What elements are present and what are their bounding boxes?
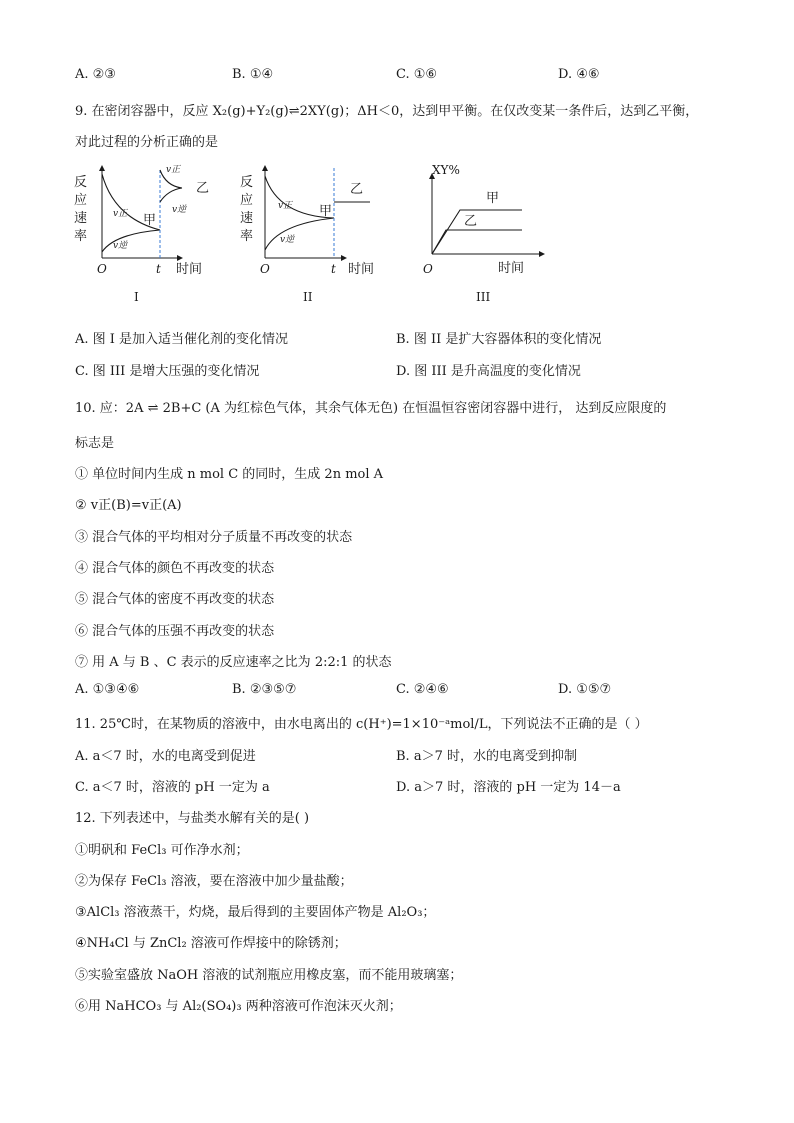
fig1-caption: I xyxy=(134,290,139,304)
fig2-ylabel-3: 率 xyxy=(240,229,254,244)
fig1-origin: O xyxy=(97,262,107,276)
q10-item-1: ① 单位时间内生成 n mol C 的同时，生成 2n mol A xyxy=(75,467,384,482)
fig1-v-reverse-right: v逆 xyxy=(172,205,187,215)
q12-item-2: ②为保存 FeCl₃ 溶液，要在溶液中加少量盐酸； xyxy=(75,874,353,889)
fig2-ylabel-1: 应 xyxy=(240,193,254,208)
fig1-v-reverse: v逆 xyxy=(113,241,128,251)
fig1-ylabel-2: 速 xyxy=(74,211,88,226)
fig1-ylabel-3: 率 xyxy=(74,229,88,244)
fig3-xlabel: 时间 xyxy=(498,261,525,276)
fig1-v-reverse-curve xyxy=(102,230,160,252)
q11-option-d: D. a＞7 时，溶液的 pH 一定为 14－a xyxy=(396,780,621,795)
q9-option-c: C. 图 III 是增大压强的变化情况 xyxy=(75,364,260,379)
q8-option-a: A. ②③ xyxy=(75,67,116,82)
q8-option-c: C. ①⑥ xyxy=(396,67,438,82)
fig2-xlabel: 时间 xyxy=(348,262,375,277)
figure-iii xyxy=(418,154,548,308)
fig3-label-jia: 甲 xyxy=(486,191,500,206)
q11-option-c: C. a＜7 时，溶液的 pH 一定为 a xyxy=(75,780,270,795)
q11-stem: 11. 25℃时，在某物质的溶液中，由水电离出的 c(H⁺)=1×10⁻ᵃmol/L，下列说法不正确的是（ ） xyxy=(75,717,648,732)
q9-option-a: A. 图 I 是加入适当催化剂的变化情况 xyxy=(75,332,289,347)
fig3-label-yi: 乙 xyxy=(464,214,478,229)
fig1-label-jia: 甲 xyxy=(143,213,157,228)
fig2-v-forward: v正 xyxy=(278,201,293,211)
fig2-label-jia: 甲 xyxy=(319,204,333,219)
fig3-caption: III xyxy=(476,290,491,304)
fig1-v-reverse-after xyxy=(160,188,182,202)
fig3-ylabel: XY% xyxy=(432,163,460,177)
fig2-v-reverse: v逆 xyxy=(280,235,295,245)
fig1-ylabel-1: 应 xyxy=(74,193,88,208)
fig2-ylabel-2: 速 xyxy=(240,211,254,226)
fig3-origin: O xyxy=(423,262,433,276)
q10-option-a: A. ①③④⑥ xyxy=(75,682,140,697)
q12-item-4: ④NH₄Cl 与 ZnCl₂ 溶液可作焊接中的除锈剂； xyxy=(75,936,347,951)
fig2-v-reverse-curve xyxy=(265,218,334,250)
q10-item-6: ⑥ 混合气体的压强不再改变的状态 xyxy=(75,624,275,639)
figure-i xyxy=(72,160,222,314)
q10-option-c: C. ②④⑥ xyxy=(396,682,449,697)
fig2-caption: II xyxy=(303,290,313,304)
fig1-ylabel-0: 反 xyxy=(74,175,88,190)
fig2-origin: O xyxy=(260,262,270,276)
q9-option-b: B. 图 II 是扩大容器体积的变化情况 xyxy=(396,332,602,347)
q10-stem-line1: 10. 应：2A ⇌ 2B+C (A 为红棕色气体，其余气体无色) 在恒温恒容密闭容器中进行， 达到反应限度的 xyxy=(75,401,667,416)
q10-item-4: ④ 混合气体的颜色不再改变的状态 xyxy=(75,561,275,576)
q12-stem: 12. 下列表述中，与盐类水解有关的是( ) xyxy=(75,811,310,826)
fig2-label-yi: 乙 xyxy=(350,182,364,197)
fig1-v-forward: v正 xyxy=(113,209,128,219)
fig2-t: t xyxy=(331,262,336,276)
q10-item-3: ③ 混合气体的平均相对分子质量不再改变的状态 xyxy=(75,530,353,545)
q10-item-2: ② v正(B)=v正(A) xyxy=(75,498,182,513)
q12-item-6: ⑥用 NaHCO₃ 与 Al₂(SO₄)₃ 两种溶液可作泡沫灭火剂； xyxy=(75,999,402,1014)
q10-stem-line2: 标志是 xyxy=(75,436,115,451)
q10-option-d: D. ①⑤⑦ xyxy=(558,682,612,697)
fig1-v-forward-top: v正 xyxy=(166,165,181,175)
q8-option-d: D. ④⑥ xyxy=(558,67,600,82)
fig1-t: t xyxy=(156,262,161,276)
figure-ii xyxy=(240,160,390,314)
q9-option-d: D. 图 III 是升高温度的变化情况 xyxy=(396,364,581,379)
q9-stem-line2: 对此过程的分析正确的是 xyxy=(75,135,219,150)
q8-option-b: B. ①④ xyxy=(232,67,274,82)
q12-item-3: ③AlCl₃ 溶液蒸干，灼烧，最后得到的主要固体产物是 Al₂O₃； xyxy=(75,905,436,920)
q11-option-a: A. a＜7 时，水的电离受到促进 xyxy=(75,749,256,764)
q10-item-7: ⑦ 用 A 与 B 、C 表示的反应速率之比为 2:2:1 的状态 xyxy=(75,655,392,670)
q9-stem-line1: 9. 在密闭容器中，反应 X₂(g)+Y₂(g)⇌2XY(g)；ΔH＜0，达到甲平衡。在仅改变某一条件后，达到乙平衡， xyxy=(75,104,699,119)
fig1-xlabel: 时间 xyxy=(176,262,203,277)
q11-option-b: B. a＞7 时，水的电离受到抑制 xyxy=(396,749,577,764)
fig2-ylabel-0: 反 xyxy=(240,175,254,190)
q12-item-5: ⑤实验室盛放 NaOH 溶液的试剂瓶应用橡皮塞，而不能用玻璃塞； xyxy=(75,968,463,983)
q12-item-1: ①明矾和 FeCl₃ 可作净水剂； xyxy=(75,843,249,858)
fig1-label-yi: 乙 xyxy=(196,181,210,196)
q10-option-b: B. ②③⑤⑦ xyxy=(232,682,297,697)
q10-item-5: ⑤ 混合气体的密度不再改变的状态 xyxy=(75,592,275,607)
